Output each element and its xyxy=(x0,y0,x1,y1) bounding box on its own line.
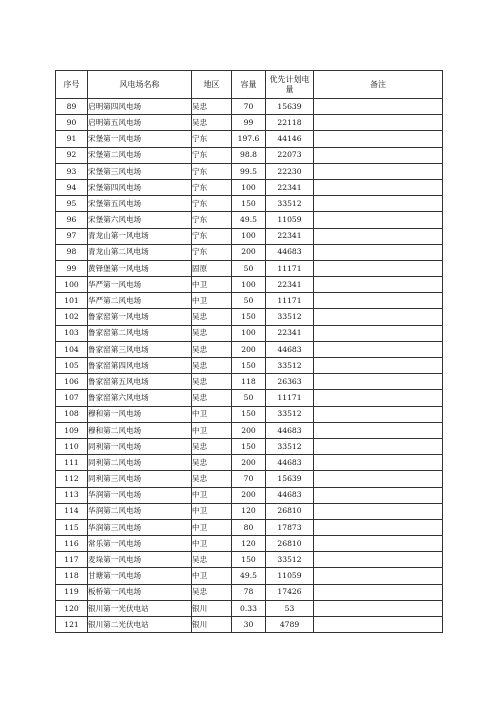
cell-name: 银川第一光伏电站 xyxy=(88,600,192,616)
cell-name: 宋堡第六风电场 xyxy=(88,212,192,228)
cell-area: 吴忠 xyxy=(192,358,232,374)
table-row xyxy=(56,260,443,276)
cell-no: 121 xyxy=(56,617,88,633)
cell-name: 华严第一风电场 xyxy=(88,277,192,293)
cell-no: 117 xyxy=(56,552,88,568)
table-row xyxy=(56,536,443,552)
cell-remark xyxy=(314,584,443,600)
cell-power: 44683 xyxy=(266,244,314,260)
cell-power: 22341 xyxy=(266,277,314,293)
cell-power: 33512 xyxy=(266,196,314,212)
cell-area: 吴忠 xyxy=(192,374,232,390)
cell-no: 113 xyxy=(56,487,88,503)
cell-no: 93 xyxy=(56,163,88,179)
table-row xyxy=(56,584,443,600)
cell-power: 22341 xyxy=(266,228,314,244)
cell-remark xyxy=(314,455,443,471)
cell-remark xyxy=(314,568,443,584)
cell-remark xyxy=(314,390,443,406)
cell-area: 宁东 xyxy=(192,163,232,179)
cell-power: 15639 xyxy=(266,471,314,487)
cell-capacity: 49.5 xyxy=(232,212,266,228)
header-no: 序号 xyxy=(56,71,88,99)
cell-name: 板桥第一风电场 xyxy=(88,584,192,600)
table-row xyxy=(56,179,443,195)
table-row xyxy=(56,422,443,438)
cell-remark xyxy=(314,536,443,552)
cell-power: 44683 xyxy=(266,341,314,357)
cell-power: 33512 xyxy=(266,358,314,374)
cell-name: 启明第五风电场 xyxy=(88,115,192,131)
cell-name: 启明第四风电场 xyxy=(88,99,192,115)
table-row xyxy=(56,568,443,584)
cell-capacity: 50 xyxy=(232,260,266,276)
table-row xyxy=(56,519,443,535)
cell-no: 111 xyxy=(56,455,88,471)
cell-name: 宋堡第三风电场 xyxy=(88,163,192,179)
wind-farm-table xyxy=(55,70,443,633)
cell-area: 吴忠 xyxy=(192,115,232,131)
cell-remark xyxy=(314,179,443,195)
cell-no: 98 xyxy=(56,244,88,260)
cell-capacity: 200 xyxy=(232,455,266,471)
cell-remark xyxy=(314,487,443,503)
cell-area: 吴忠 xyxy=(192,99,232,115)
cell-capacity: 99 xyxy=(232,115,266,131)
cell-area: 宁东 xyxy=(192,212,232,228)
cell-capacity: 98.8 xyxy=(232,147,266,163)
cell-no: 103 xyxy=(56,325,88,341)
header-area: 地区 xyxy=(192,71,232,99)
cell-remark xyxy=(314,163,443,179)
cell-capacity: 200 xyxy=(232,341,266,357)
table-row xyxy=(56,293,443,309)
cell-no: 101 xyxy=(56,293,88,309)
cell-remark xyxy=(314,99,443,115)
cell-area: 宁东 xyxy=(192,147,232,163)
cell-name: 鲁家窑第四风电场 xyxy=(88,358,192,374)
cell-power: 22073 xyxy=(266,147,314,163)
cell-name: 同利第一风电场 xyxy=(88,438,192,454)
cell-no: 89 xyxy=(56,99,88,115)
header-priority-power xyxy=(266,71,314,99)
cell-remark xyxy=(314,131,443,147)
cell-area: 银川 xyxy=(192,617,232,633)
cell-name: 麦垛第一风电场 xyxy=(88,552,192,568)
cell-name: 鲁家窑第三风电场 xyxy=(88,341,192,357)
cell-remark xyxy=(314,228,443,244)
cell-name: 常乐第一风电场 xyxy=(88,536,192,552)
cell-capacity: 0.33 xyxy=(232,600,266,616)
table-row xyxy=(56,147,443,163)
cell-power: 44683 xyxy=(266,422,314,438)
cell-no: 105 xyxy=(56,358,88,374)
cell-area: 中卫 xyxy=(192,422,232,438)
cell-power: 17426 xyxy=(266,584,314,600)
cell-name: 青龙山第二风电场 xyxy=(88,244,192,260)
table-row xyxy=(56,309,443,325)
cell-power: 11059 xyxy=(266,212,314,228)
cell-remark xyxy=(314,260,443,276)
cell-no: 114 xyxy=(56,503,88,519)
cell-remark xyxy=(314,212,443,228)
cell-name: 宋堡第五风电场 xyxy=(88,196,192,212)
table-row xyxy=(56,617,443,633)
cell-remark xyxy=(314,341,443,357)
cell-capacity: 99.5 xyxy=(232,163,266,179)
cell-area: 中卫 xyxy=(192,568,232,584)
cell-power: 44683 xyxy=(266,487,314,503)
cell-capacity: 70 xyxy=(232,99,266,115)
cell-capacity: 150 xyxy=(232,552,266,568)
cell-power: 4789 xyxy=(266,617,314,633)
cell-area: 吴忠 xyxy=(192,471,232,487)
cell-capacity: 200 xyxy=(232,487,266,503)
cell-name: 穆和第二风电场 xyxy=(88,422,192,438)
cell-remark xyxy=(314,519,443,535)
cell-no: 97 xyxy=(56,228,88,244)
cell-area: 吴忠 xyxy=(192,390,232,406)
cell-capacity: 150 xyxy=(232,309,266,325)
cell-area: 中卫 xyxy=(192,487,232,503)
cell-capacity: 100 xyxy=(232,277,266,293)
cell-capacity: 120 xyxy=(232,536,266,552)
cell-remark xyxy=(314,600,443,616)
cell-capacity: 150 xyxy=(232,358,266,374)
cell-name: 黄铎堡第一风电场 xyxy=(88,260,192,276)
cell-power: 22341 xyxy=(266,325,314,341)
cell-capacity: 70 xyxy=(232,471,266,487)
cell-no: 95 xyxy=(56,196,88,212)
cell-power: 26363 xyxy=(266,374,314,390)
table-row xyxy=(56,325,443,341)
cell-area: 宁东 xyxy=(192,228,232,244)
cell-area: 吴忠 xyxy=(192,341,232,357)
cell-area: 中卫 xyxy=(192,536,232,552)
cell-capacity: 150 xyxy=(232,196,266,212)
cell-power: 44683 xyxy=(266,455,314,471)
table-row xyxy=(56,487,443,503)
cell-no: 96 xyxy=(56,212,88,228)
cell-remark xyxy=(314,422,443,438)
cell-remark xyxy=(314,147,443,163)
cell-area: 吴忠 xyxy=(192,552,232,568)
header-capacity: 容量 xyxy=(232,71,266,99)
cell-name: 华润第二风电场 xyxy=(88,503,192,519)
cell-name: 穆和第一风电场 xyxy=(88,406,192,422)
cell-area: 固原 xyxy=(192,260,232,276)
cell-name: 甘塘第一风电场 xyxy=(88,568,192,584)
cell-power: 22118 xyxy=(266,115,314,131)
table-row xyxy=(56,115,443,131)
cell-area: 中卫 xyxy=(192,406,232,422)
cell-capacity: 120 xyxy=(232,503,266,519)
cell-name: 鲁家窑第五风电场 xyxy=(88,374,192,390)
table-row xyxy=(56,277,443,293)
cell-remark xyxy=(314,115,443,131)
cell-remark xyxy=(314,358,443,374)
cell-no: 99 xyxy=(56,260,88,276)
cell-area: 宁东 xyxy=(192,196,232,212)
cell-name: 同利第二风电场 xyxy=(88,455,192,471)
cell-power: 33512 xyxy=(266,309,314,325)
cell-power: 17873 xyxy=(266,519,314,535)
header-remark: 备注 xyxy=(314,71,443,99)
cell-name: 同利第三风电场 xyxy=(88,471,192,487)
cell-no: 120 xyxy=(56,600,88,616)
table-row xyxy=(56,341,443,357)
table-row xyxy=(56,471,443,487)
table-row xyxy=(56,374,443,390)
table-row xyxy=(56,358,443,374)
cell-power: 11059 xyxy=(266,568,314,584)
table-row xyxy=(56,552,443,568)
cell-power: 33512 xyxy=(266,552,314,568)
cell-power: 11171 xyxy=(266,260,314,276)
cell-no: 94 xyxy=(56,179,88,195)
cell-no: 116 xyxy=(56,536,88,552)
cell-capacity: 197.6 xyxy=(232,131,266,147)
cell-area: 吴忠 xyxy=(192,438,232,454)
cell-remark xyxy=(314,293,443,309)
cell-no: 106 xyxy=(56,374,88,390)
cell-capacity: 80 xyxy=(232,519,266,535)
cell-remark xyxy=(314,471,443,487)
cell-remark xyxy=(314,503,443,519)
cell-no: 112 xyxy=(56,471,88,487)
table-header-row xyxy=(56,71,443,99)
header-priority-power-label: 优先计划电量 xyxy=(269,75,310,94)
cell-name: 鲁家窑第一风电场 xyxy=(88,309,192,325)
cell-no: 118 xyxy=(56,568,88,584)
cell-capacity: 50 xyxy=(232,390,266,406)
cell-power: 11171 xyxy=(266,293,314,309)
cell-power: 53 xyxy=(266,600,314,616)
table-row xyxy=(56,503,443,519)
table-row xyxy=(56,600,443,616)
cell-area: 宁东 xyxy=(192,179,232,195)
header-name: 风电场名称 xyxy=(88,71,192,99)
table-row xyxy=(56,228,443,244)
cell-capacity: 100 xyxy=(232,325,266,341)
table-row xyxy=(56,131,443,147)
cell-remark xyxy=(314,244,443,260)
cell-name: 宋堡第一风电场 xyxy=(88,131,192,147)
cell-remark xyxy=(314,325,443,341)
cell-power: 33512 xyxy=(266,406,314,422)
cell-capacity: 100 xyxy=(232,179,266,195)
cell-remark xyxy=(314,617,443,633)
cell-capacity: 150 xyxy=(232,406,266,422)
cell-capacity: 100 xyxy=(232,228,266,244)
cell-no: 100 xyxy=(56,277,88,293)
cell-remark xyxy=(314,196,443,212)
cell-name: 宋堡第二风电场 xyxy=(88,147,192,163)
cell-remark xyxy=(314,406,443,422)
table-row xyxy=(56,406,443,422)
cell-power: 33512 xyxy=(266,438,314,454)
cell-area: 吴忠 xyxy=(192,309,232,325)
cell-remark xyxy=(314,552,443,568)
cell-no: 108 xyxy=(56,406,88,422)
table-body xyxy=(56,99,443,633)
cell-power: 15639 xyxy=(266,99,314,115)
cell-no: 92 xyxy=(56,147,88,163)
cell-name: 银川第二光伏电站 xyxy=(88,617,192,633)
cell-capacity: 50 xyxy=(232,293,266,309)
cell-no: 119 xyxy=(56,584,88,600)
cell-capacity: 49.5 xyxy=(232,568,266,584)
cell-area: 宁东 xyxy=(192,131,232,147)
cell-area: 银川 xyxy=(192,600,232,616)
table-row xyxy=(56,455,443,471)
cell-capacity: 118 xyxy=(232,374,266,390)
cell-capacity: 200 xyxy=(232,244,266,260)
cell-area: 吴忠 xyxy=(192,584,232,600)
cell-no: 102 xyxy=(56,309,88,325)
table-row xyxy=(56,390,443,406)
cell-power: 22230 xyxy=(266,163,314,179)
table-row xyxy=(56,196,443,212)
table-row xyxy=(56,212,443,228)
cell-name: 鲁家窑第六风电场 xyxy=(88,390,192,406)
cell-power: 44146 xyxy=(266,131,314,147)
cell-no: 110 xyxy=(56,438,88,454)
cell-name: 华润第一风电场 xyxy=(88,487,192,503)
cell-name: 宋堡第四风电场 xyxy=(88,179,192,195)
cell-no: 109 xyxy=(56,422,88,438)
cell-power: 11171 xyxy=(266,390,314,406)
cell-area: 吴忠 xyxy=(192,325,232,341)
cell-no: 115 xyxy=(56,519,88,535)
cell-power: 26810 xyxy=(266,503,314,519)
cell-name: 华润第三风电场 xyxy=(88,519,192,535)
cell-name: 鲁家窑第二风电场 xyxy=(88,325,192,341)
table-row xyxy=(56,99,443,115)
cell-no: 91 xyxy=(56,131,88,147)
cell-no: 90 xyxy=(56,115,88,131)
cell-area: 中卫 xyxy=(192,503,232,519)
cell-capacity: 200 xyxy=(232,422,266,438)
cell-area: 吴忠 xyxy=(192,455,232,471)
cell-area: 中卫 xyxy=(192,277,232,293)
cell-remark xyxy=(314,309,443,325)
cell-remark xyxy=(314,438,443,454)
cell-name: 华严第二风电场 xyxy=(88,293,192,309)
cell-no: 104 xyxy=(56,341,88,357)
table-row xyxy=(56,438,443,454)
cell-capacity: 150 xyxy=(232,438,266,454)
cell-name: 青龙山第一风电场 xyxy=(88,228,192,244)
cell-capacity: 30 xyxy=(232,617,266,633)
cell-no: 107 xyxy=(56,390,88,406)
table-row xyxy=(56,163,443,179)
cell-area: 宁东 xyxy=(192,244,232,260)
cell-remark xyxy=(314,277,443,293)
cell-remark xyxy=(314,374,443,390)
cell-power: 26810 xyxy=(266,536,314,552)
cell-capacity: 78 xyxy=(232,584,266,600)
cell-power: 22341 xyxy=(266,179,314,195)
cell-area: 中卫 xyxy=(192,519,232,535)
cell-area: 中卫 xyxy=(192,293,232,309)
table-row xyxy=(56,244,443,260)
